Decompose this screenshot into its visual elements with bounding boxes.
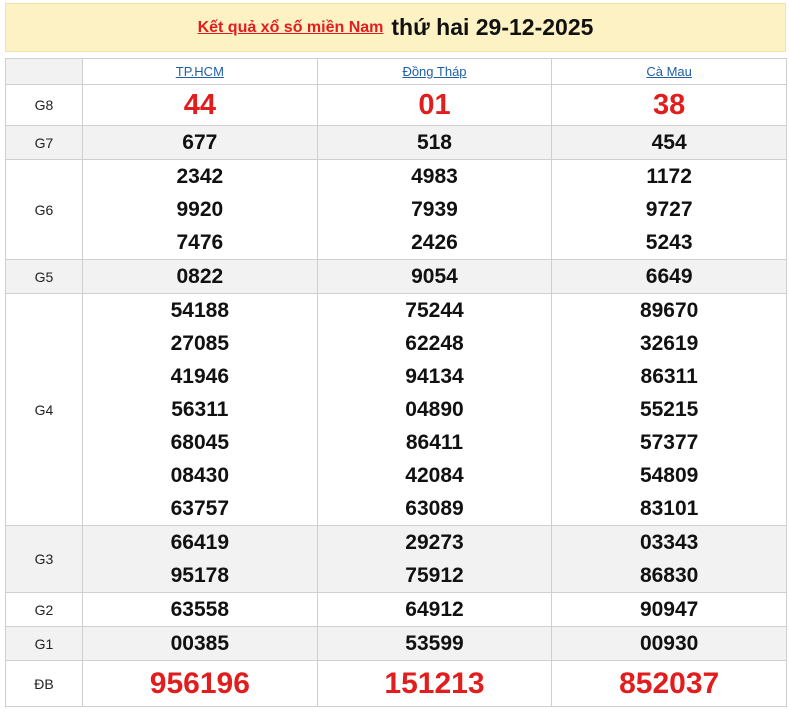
prize-cell-dong-thap: [317, 260, 552, 294]
winning-number: 55215: [639, 398, 699, 421]
winning-number: 63089: [405, 497, 464, 520]
winning-number: 6649: [645, 265, 693, 288]
winning-number: 54809: [639, 464, 699, 487]
prize-label: G6: [6, 160, 83, 260]
winning-number: 89670: [639, 299, 699, 322]
winning-number: 7476: [176, 231, 224, 254]
prize-cell-dong-thap: [317, 126, 552, 160]
prize-cell-hcm: [83, 627, 318, 661]
prize-row-g8: [6, 85, 787, 126]
prize-row-g7: [6, 126, 787, 160]
prize-cell-ca-mau: [552, 85, 787, 126]
winning-number: 9054: [411, 265, 458, 288]
winning-number: 57377: [639, 431, 699, 454]
prize-cell-hcm: [83, 260, 318, 294]
prize-row-g1: [6, 627, 787, 661]
prize-label: G5: [6, 260, 83, 294]
prize-cell-hcm: [83, 593, 318, 627]
province-header-row: [6, 59, 787, 85]
winning-number: 08430: [170, 464, 230, 487]
winning-number: 29273: [405, 531, 464, 554]
province-link-hcm[interactable]: TP.HCM: [175, 64, 224, 79]
province-link-ca-mau[interactable]: Cà Mau: [646, 64, 692, 79]
prize-cell-ca-mau: [552, 526, 787, 593]
winning-number: 42084: [405, 464, 464, 487]
winning-number: 32619: [639, 332, 699, 355]
winning-number: 03343: [639, 531, 699, 554]
prize-label: G3: [6, 526, 83, 593]
prize-cell-hcm: [83, 294, 318, 526]
results-header: [5, 3, 786, 52]
winning-number: 44: [183, 89, 216, 121]
prize-label: G4: [6, 294, 83, 526]
winning-number: 677: [182, 131, 218, 154]
winning-number: 63558: [170, 598, 230, 621]
winning-number: 66419: [170, 531, 230, 554]
winning-number: 00930: [639, 632, 699, 655]
winning-number: 4983: [411, 165, 458, 188]
winning-number: 2342: [176, 165, 224, 188]
prize-cell-ca-mau: [552, 160, 787, 260]
prize-label: G8: [6, 85, 83, 126]
winning-number: 86411: [405, 431, 464, 454]
winning-number: 95178: [170, 564, 230, 587]
winning-number: 04890: [405, 398, 464, 421]
winning-number: 0822: [176, 265, 224, 288]
winning-number: 27085: [170, 332, 230, 355]
winning-number: 68045: [170, 431, 230, 454]
prize-cell-dong-thap: [317, 526, 552, 593]
prize-cell-ca-mau: [552, 294, 787, 526]
results-date: thứ hai 29-12-2025: [391, 14, 594, 40]
winning-number: 852037: [619, 667, 720, 700]
prize-cell-ca-mau: [552, 593, 787, 627]
province-link-dong-thap[interactable]: Đồng Tháp: [402, 64, 467, 79]
header-corner-cell: [6, 59, 83, 85]
province-header-ca-mau: [552, 59, 787, 85]
prize-cell-ca-mau: [552, 260, 787, 294]
winning-number: 454: [651, 131, 687, 154]
winning-number: 9920: [176, 198, 224, 221]
winning-number: 01: [418, 89, 451, 121]
results-title-link[interactable]: Kết quả xổ số miền Nam: [197, 18, 384, 36]
winning-number: 86830: [639, 564, 699, 587]
province-header-dong-thap: [317, 59, 552, 85]
winning-number: 83101: [639, 497, 699, 520]
winning-number: 1172: [646, 165, 692, 188]
winning-number: 151213: [384, 667, 485, 700]
prize-cell-hcm: [83, 661, 318, 707]
prize-cell-hcm: [83, 160, 318, 260]
prize-cell-ca-mau: [552, 661, 787, 707]
prize-cell-hcm: [83, 85, 318, 126]
prize-cell-dong-thap: [317, 294, 552, 526]
prize-row-db: [6, 661, 787, 707]
prize-row-g6: [6, 160, 787, 260]
winning-number: 75244: [405, 299, 464, 322]
lottery-results-table: [5, 58, 787, 707]
winning-number: 90947: [639, 598, 699, 621]
winning-number: 64912: [405, 598, 464, 621]
prize-cell-hcm: [83, 526, 318, 593]
prize-label: G2: [6, 593, 83, 627]
prize-label: G1: [6, 627, 83, 661]
winning-number: 75912: [405, 564, 464, 587]
winning-number: 2426: [411, 231, 458, 254]
winning-number: 9727: [645, 198, 693, 221]
prize-label: G7: [6, 126, 83, 160]
winning-number: 5243: [645, 231, 693, 254]
prize-label: ĐB: [6, 661, 83, 707]
winning-number: 62248: [405, 332, 464, 355]
winning-number: 63757: [170, 497, 230, 520]
winning-number: 56311: [171, 398, 229, 421]
prize-cell-dong-thap: [317, 627, 552, 661]
winning-number: 53599: [405, 632, 464, 655]
winning-number: 956196: [149, 667, 250, 700]
winning-number: 00385: [170, 632, 230, 655]
winning-number: 94134: [405, 365, 464, 388]
prize-cell-hcm: [83, 126, 318, 160]
prize-cell-dong-thap: [317, 593, 552, 627]
province-header-hcm: [83, 59, 318, 85]
winning-number: 7939: [411, 198, 458, 221]
prize-cell-dong-thap: [317, 85, 552, 126]
prize-row-g3: [6, 526, 787, 593]
prize-row-g4: [6, 294, 787, 526]
winning-number: 41946: [170, 365, 230, 388]
prize-cell-ca-mau: [552, 126, 787, 160]
winning-number: 86311: [640, 365, 698, 388]
prize-rows: [6, 85, 787, 707]
prize-cell-ca-mau: [552, 627, 787, 661]
winning-number: 518: [416, 131, 452, 154]
prize-row-g2: [6, 593, 787, 627]
prize-cell-dong-thap: [317, 661, 552, 707]
winning-number: 54188: [170, 299, 230, 322]
prize-row-g5: [6, 260, 787, 294]
winning-number: 38: [653, 89, 686, 121]
prize-cell-dong-thap: [317, 160, 552, 260]
